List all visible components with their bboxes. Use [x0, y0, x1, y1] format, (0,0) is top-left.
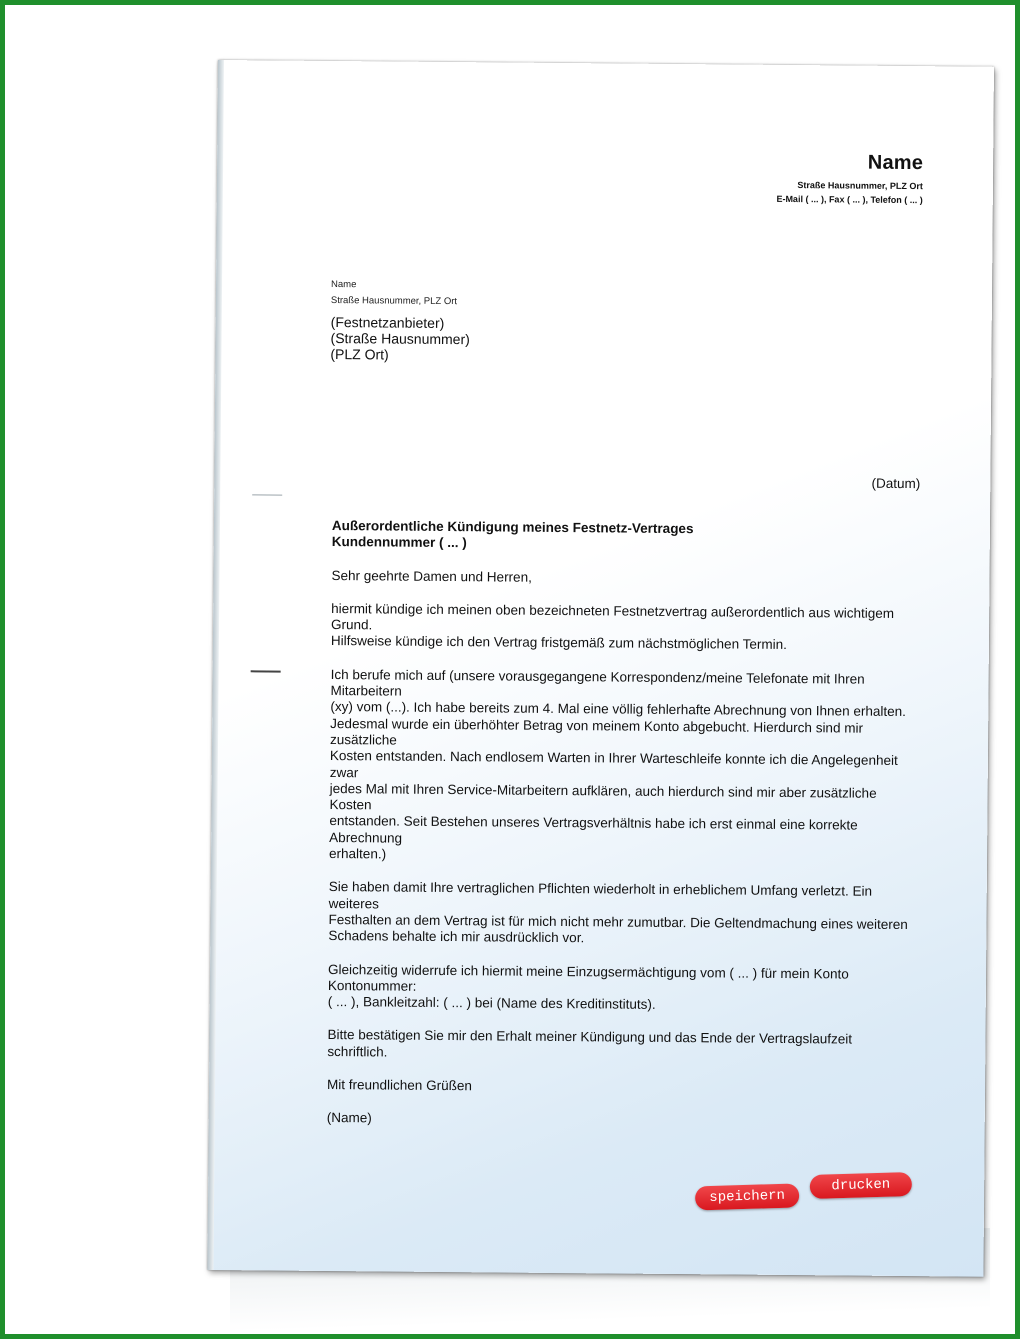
recipient-line-1: (Festnetzanbieter) [330, 313, 445, 331]
paragraph-line: Bitte bestätigen Sie mir den Erhalt meiner Kündigung und das Ende der Vertragslaufzeit schriftlich. [327, 1027, 853, 1060]
paragraph [327, 1027, 912, 1065]
paragraph-line: Gleichzeitig widerrufe ich hiermit meine Einzugsermächtigung vom ( ... ) für mein Konto Kontonummer: [327, 961, 849, 994]
paragraph-line: hiermit kündige ich meinen oben bezeichneten Festnetzvertrag außerordentlich aus wichtigem Grund. [331, 600, 895, 633]
sender-block [776, 151, 923, 205]
recipient-address [330, 314, 470, 363]
letter-date: (Datum) [871, 475, 921, 492]
letter-body [327, 518, 917, 1132]
paragraph-line: entstanden. Seit Bestehen unseres Vertragsverhältnis habe ich erst einmal eine korrekte Abrechnung [329, 813, 858, 846]
paragraph-line: Festhalten an dem Vertrag ist für mich nicht mehr zumutbar. Die Geltendmachung eines weiteren [328, 911, 908, 932]
fold-mark [252, 494, 282, 495]
print-button[interactable]: drucken [810, 1172, 913, 1199]
paragraph-line: Ich berufe mich auf (unsere vorausgegangene Korrespondenz/meine Telefonate mit Ihren Mitarbeitern [330, 666, 865, 699]
subject-line-1: Außerordentliche Kündigung meines Festnetz-Vertrages [331, 518, 694, 537]
salutation: Sehr geehrte Damen und Herren, [331, 567, 532, 585]
paragraph-line: Jedesmal wurde ein überhöhter Betrag von meinem Konto abgebucht. Hierdurch sind mir zusätzliche [330, 715, 864, 748]
paragraph-line: Kosten entstanden. Nach endlosem Warten in Ihrer Warteschleife konnte ich die Angelegenheit zwar [329, 748, 898, 780]
paragraph-line: Sie haben damit Ihre vertraglichen Pflichten wiederholt in erheblichem Umfang verletzt. Ein weiteres [328, 879, 873, 912]
paragraph [329, 667, 916, 868]
sender-address: Straße Hausnummer, PLZ Ort [797, 180, 923, 192]
recipient-line-2: (Straße Hausnummer) [330, 329, 470, 348]
paragraph [328, 962, 913, 1016]
paragraph-line: Schadens behalte ich mir ausdrücklich vor. [328, 928, 585, 946]
signature: (Name) [326, 1110, 372, 1126]
paragraph [328, 879, 914, 949]
paragraph [331, 601, 916, 655]
paragraph-line: erhalten.) [329, 846, 387, 862]
action-buttons [695, 1172, 916, 1219]
return-name: Name [330, 278, 357, 291]
paragraph-line: Hilfsweise kündige ich den Vertrag fristgemäß zum nächstmöglichen Termin. [330, 633, 787, 653]
paragraph-line: (xy) vom (...). Ich habe bereits zum 4. Mal eine völlig fehlerhafte Abrechnung von Ihnen erhalten. [330, 699, 906, 720]
return-address [331, 277, 457, 310]
paragraph-line: jedes Mal mit Ihren Service-Mitarbeitern aufklären, auch hierdurch sind mir aber zusätzliche Kosten [329, 780, 877, 813]
sender-name: Name [867, 151, 924, 175]
document-page [207, 60, 994, 1277]
return-street: Straße Hausnummer, PLZ Ort [330, 294, 458, 308]
recipient-line-3: (PLZ Ort) [330, 345, 389, 363]
paragraphs [327, 601, 916, 1082]
sender-contact: E-Mail ( ... ), Fax ( ... ), Telefon ( ... ) [776, 193, 923, 206]
save-button[interactable]: speichern [695, 1183, 800, 1210]
paragraph-line: ( ... ), Bankleitzahl: ( ... ) bei (Name des Kreditinstituts). [327, 994, 656, 1012]
subject-line-2: Kundennummer ( ... ) [331, 534, 467, 551]
punch-mark [251, 670, 281, 672]
closing: Mit freundlichen Grüßen [326, 1077, 472, 1094]
